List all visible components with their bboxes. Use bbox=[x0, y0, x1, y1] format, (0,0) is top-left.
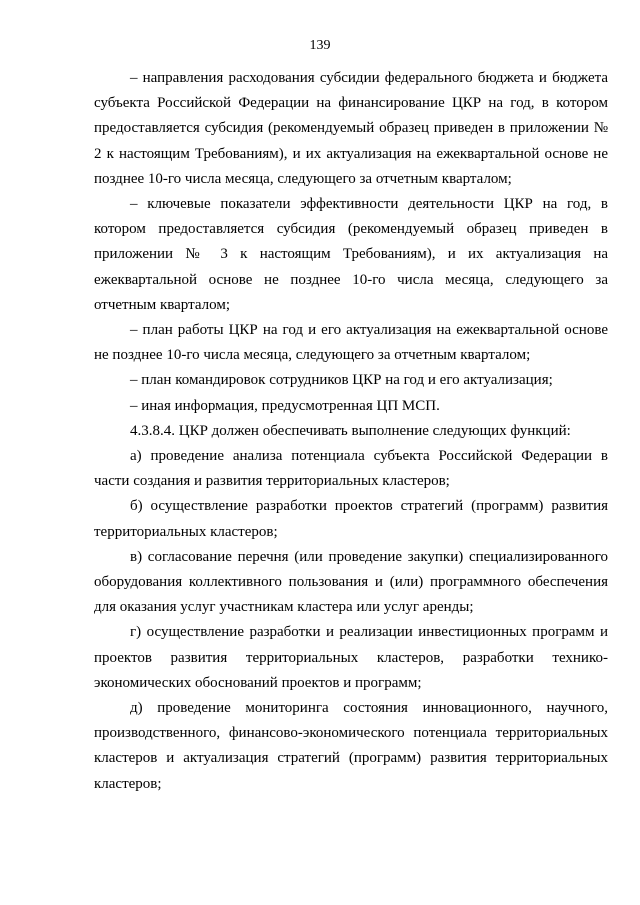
paragraph-subsidy-directions: – направления расходования субсидии федерального бюджета и бюджета субъекта Российской Федерации на финансирование ЦКР на год, в котором предоставляется субсидия (рекомендуемый образец приведен в приложении № 2 к настоящим Требованиям), и их актуализация на ежеквартальной основе не позднее 10-го числа месяца, следующего за отчетным кварталом; bbox=[94, 70, 608, 187]
paragraph-business-trips: – план командировок сотрудников ЦКР на год и его актуализация; bbox=[130, 372, 553, 389]
document-body bbox=[94, 66, 608, 797]
list-item-g: г) осуществление разработки и реализации инвестиционных программ и проектов развития территориальных кластеров, разработки технико-экономических обоснований проектов и программ; bbox=[94, 624, 608, 691]
list-item-b: б) осуществление разработки проектов стратегий (программ) развития территориальных кластеров; bbox=[94, 498, 608, 540]
paragraph-work-plan: – план работы ЦКР на год и его актуализация на ежеквартальной основе не позднее 10-го числа месяца, следующего за отчетным кварталом; bbox=[94, 322, 608, 364]
page-number: 139 bbox=[309, 38, 331, 53]
paragraph-key-indicators: – ключевые показатели эффективности деятельности ЦКР на год, в котором предоставляется субсидия (рекомендуемый образец приведен в приложении № 3 к настоящим Требованиям), и их актуализация на ежеквартальной основе не позднее 10-го числа месяца, следующего за отчетным кварталом; bbox=[94, 196, 608, 313]
list-item-v: в) согласование перечня (или проведение закупки) специализированного оборудования коллективного пользования и (или) программного обеспечения для оказания услуг участникам кластера или услуг аренды; bbox=[94, 548, 608, 616]
paragraph-other-information: – иная информация, предусмотренная ЦП МСП. bbox=[130, 397, 440, 414]
section-heading-4-3-8-4: 4.3.8.4. ЦКР должен обеспечивать выполнение следующих функций: bbox=[130, 422, 571, 439]
list-item-d: д) проведение мониторинга состояния инновационного, научного, производственного, финансово-экономического потенциала территориальных кластеров и актуализация стратегий (программ) развития территориальных кластеров; bbox=[94, 700, 608, 792]
list-item-a: а) проведение анализа потенциала субъекта Российской Федерации в части создания и развития территориальных кластеров; bbox=[94, 448, 608, 490]
